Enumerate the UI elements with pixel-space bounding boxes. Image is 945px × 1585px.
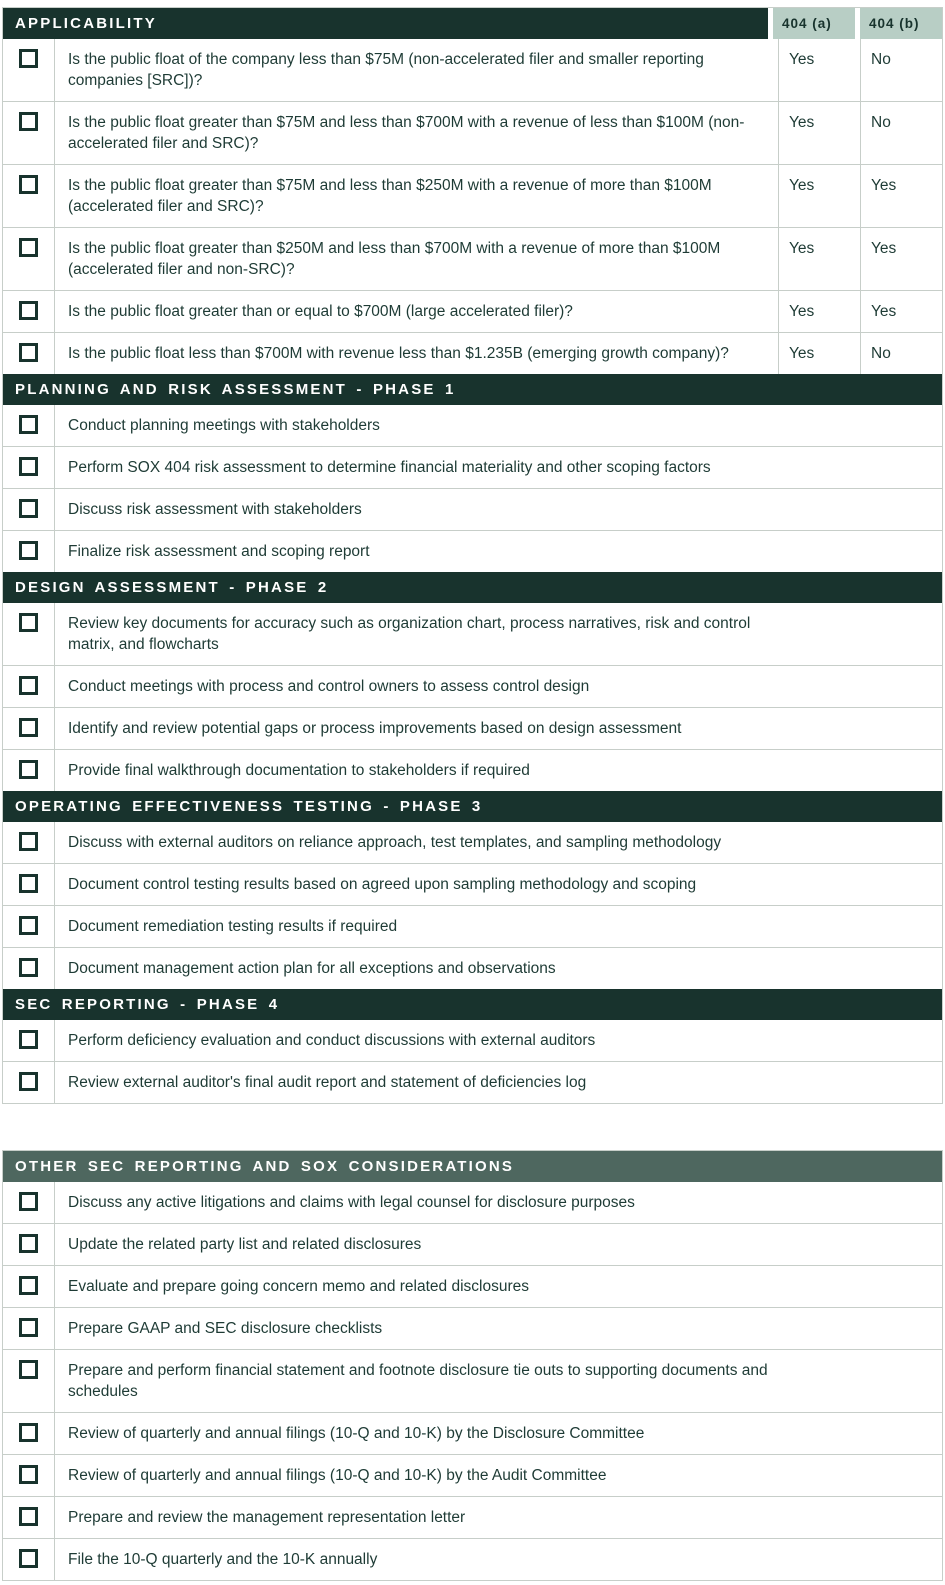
checkbox-cell: [3, 1020, 55, 1061]
checklist-row: [3, 1265, 942, 1307]
checklist-row: [3, 101, 942, 164]
checklist-row: [3, 227, 942, 290]
answer-404b: No: [860, 102, 942, 164]
section-header: [3, 8, 942, 39]
task-text: Perform SOX 404 risk assessment to determine financial materiality and other scoping factors: [68, 459, 711, 476]
task-text: Review key documents for accuracy such as organization chart, process narratives, risk and control matrix, and flowcharts: [68, 615, 751, 653]
checkbox[interactable]: [19, 613, 38, 632]
task-text: Is the public float of the company less than $75M (non-accelerated filer and smaller reporting companies [SRC])?: [68, 51, 704, 89]
section-title: APPLICABILITY: [3, 8, 768, 39]
checklist-row: [3, 1020, 942, 1061]
section-title: DESIGN ASSESSMENT - PHASE 2: [3, 572, 942, 603]
answer-404a: Yes: [778, 39, 860, 101]
task-text: Is the public float greater than $250M and less than $700M with a revenue of more than $100M (accelerated filer and non-SRC)?: [68, 240, 721, 278]
checkbox-cell: [3, 102, 55, 164]
checkbox-cell: [3, 1497, 55, 1538]
checklist-row: [3, 863, 942, 905]
task-text: File the 10-Q quarterly and the 10-K annually: [68, 1551, 378, 1568]
checkbox-cell: [3, 1182, 55, 1223]
task-text: Is the public float greater than $75M and less than $700M with a revenue of less than $100M (non-accelerated filer and SRC)?: [68, 114, 745, 152]
checklist-row: [3, 1223, 942, 1265]
checkbox[interactable]: [19, 301, 38, 320]
task-text: Is the public float greater than $75M and less than $250M with a revenue of more than $100M (accelerated filer and SRC)?: [68, 177, 712, 215]
section-header: [3, 791, 942, 822]
section-header: [3, 989, 942, 1020]
task-text: Update the related party list and related disclosures: [68, 1236, 422, 1253]
section-header: [3, 572, 942, 603]
checkbox[interactable]: [19, 1318, 38, 1337]
checkbox[interactable]: [19, 1192, 38, 1211]
task-text: Document control testing results based on agreed upon sampling methodology and scoping: [68, 876, 697, 893]
answer-404b: Yes: [860, 228, 942, 290]
checkbox[interactable]: [19, 175, 38, 194]
answer-404a: Yes: [778, 333, 860, 374]
task-text: Document management action plan for all exceptions and observations: [68, 960, 556, 977]
checklist-row: [3, 290, 942, 332]
task-text: Perform deficiency evaluation and conduct discussions with external auditors: [68, 1032, 596, 1049]
checkbox[interactable]: [19, 760, 38, 779]
checklist-row: [3, 1061, 942, 1103]
checkbox-cell: [3, 864, 55, 905]
task-text: Discuss any active litigations and claims with legal counsel for disclosure purposes: [68, 1194, 635, 1211]
answer-404a: Yes: [778, 102, 860, 164]
checkbox-cell: [3, 750, 55, 791]
checkbox-cell: [3, 1224, 55, 1265]
answer-404a: Yes: [778, 165, 860, 227]
task-text: Review of quarterly and annual filings (10-Q and 10-K) by the Disclosure Committee: [68, 1425, 645, 1442]
checkbox[interactable]: [19, 1276, 38, 1295]
checkbox-cell: [3, 291, 55, 332]
checkbox-cell: [3, 531, 55, 572]
task-text: Discuss with external auditors on reliance approach, test templates, and sampling methodology: [68, 834, 722, 851]
checkbox-cell: [3, 405, 55, 446]
checkbox[interactable]: [19, 541, 38, 560]
column-header-404b: 404 (b): [860, 8, 942, 39]
checkbox-cell: [3, 1062, 55, 1103]
checklist-row: [3, 405, 942, 446]
checkbox[interactable]: [19, 1030, 38, 1049]
checkbox-cell: [3, 228, 55, 290]
checklist-table: [2, 7, 943, 1104]
checkbox[interactable]: [19, 343, 38, 362]
task-text: Provide final walkthrough documentation to stakeholders if required: [68, 762, 530, 779]
task-text: Conduct planning meetings with stakeholders: [68, 417, 380, 434]
checkbox-cell: [3, 948, 55, 989]
task-text: Prepare and perform financial statement and footnote disclosure tie outs to supporting documents and schedules: [68, 1362, 768, 1400]
checkbox[interactable]: [19, 958, 38, 977]
checklist-row: [3, 665, 942, 707]
checkbox-cell: [3, 39, 55, 101]
section-title: OPERATING EFFECTIVENESS TESTING - PHASE 3: [3, 791, 942, 822]
task-text: Is the public float less than $700M with revenue less than $1.235B (emerging growth company)?: [68, 345, 729, 362]
checkbox[interactable]: [19, 415, 38, 434]
task-text: Prepare and review the management representation letter: [68, 1509, 466, 1526]
checkbox-cell: [3, 447, 55, 488]
checkbox[interactable]: [19, 1507, 38, 1526]
task-text: Review of quarterly and annual filings (10-Q and 10-K) by the Audit Committee: [68, 1467, 607, 1484]
section-title: PLANNING AND RISK ASSESSMENT - PHASE 1: [3, 374, 942, 405]
answer-404b: No: [860, 333, 942, 374]
checkbox[interactable]: [19, 1423, 38, 1442]
checklist-row: [3, 707, 942, 749]
checkbox[interactable]: [19, 1549, 38, 1568]
checklist-row: [3, 1182, 942, 1223]
checklist-table: [2, 1150, 943, 1581]
checklist-row: [3, 905, 942, 947]
task-text: Finalize risk assessment and scoping report: [68, 543, 370, 560]
task-text: Identify and review potential gaps or process improvements based on design assessment: [68, 720, 682, 737]
checkbox-cell: [3, 603, 55, 665]
checklist-row: [3, 947, 942, 989]
task-text: Review external auditor's final audit report and statement of deficiencies log: [68, 1074, 587, 1091]
checkbox[interactable]: [19, 238, 38, 257]
checklist-row: [3, 1538, 942, 1580]
checkbox-cell: [3, 822, 55, 863]
answer-404a: Yes: [778, 291, 860, 332]
task-text: Prepare GAAP and SEC disclosure checklists: [68, 1320, 383, 1337]
task-text: Evaluate and prepare going concern memo and related disclosures: [68, 1278, 529, 1295]
checklist-row: [3, 1412, 942, 1454]
checkbox[interactable]: [19, 1234, 38, 1253]
answer-404b: No: [860, 39, 942, 101]
checkbox-cell: [3, 666, 55, 707]
checkbox-cell: [3, 1539, 55, 1580]
checklist-row: [3, 822, 942, 863]
checklist-row: [3, 1496, 942, 1538]
checkbox-cell: [3, 333, 55, 374]
column-header-404a: 404 (a): [773, 8, 855, 39]
task-text: Discuss risk assessment with stakeholders: [68, 501, 362, 518]
checkbox-cell: [3, 1350, 55, 1412]
checkbox-cell: [3, 708, 55, 749]
checkbox[interactable]: [19, 676, 38, 695]
checklist-row: [3, 39, 942, 101]
section-gap: [2, 1104, 943, 1150]
task-text: Is the public float greater than or equal to $700M (large accelerated filer)?: [68, 303, 573, 320]
answer-404a: Yes: [778, 228, 860, 290]
checkbox[interactable]: [19, 1072, 38, 1091]
checkbox-cell: [3, 906, 55, 947]
section-header: [3, 1151, 942, 1182]
checkbox[interactable]: [19, 916, 38, 935]
checkbox-cell: [3, 1266, 55, 1307]
checkbox-cell: [3, 165, 55, 227]
checklist-row: [3, 603, 942, 665]
answer-404b: Yes: [860, 165, 942, 227]
checkbox[interactable]: [19, 49, 38, 68]
sox-checklist-page: [2, 0, 943, 1585]
checklist-row: [3, 1307, 942, 1349]
checkbox[interactable]: [19, 1360, 38, 1379]
checklist-row: [3, 332, 942, 374]
section-header: [3, 374, 942, 405]
checklist-row: [3, 446, 942, 488]
checklist-row: [3, 530, 942, 572]
checklist-row: [3, 164, 942, 227]
answer-404b: Yes: [860, 291, 942, 332]
checkbox[interactable]: [19, 1465, 38, 1484]
checklist-row: [3, 749, 942, 791]
checkbox[interactable]: [19, 499, 38, 518]
checkbox[interactable]: [19, 874, 38, 893]
section-title: OTHER SEC REPORTING AND SOX CONSIDERATIONS: [3, 1151, 942, 1182]
task-text: Document remediation testing results if required: [68, 918, 398, 935]
task-text: Conduct meetings with process and control owners to assess control design: [68, 678, 590, 695]
checkbox[interactable]: [19, 718, 38, 737]
checkbox-cell: [3, 489, 55, 530]
checkbox-cell: [3, 1308, 55, 1349]
checkbox[interactable]: [19, 457, 38, 476]
checklist-row: [3, 1349, 942, 1412]
section-title: SEC REPORTING - PHASE 4: [3, 989, 942, 1020]
checkbox-cell: [3, 1413, 55, 1454]
checkbox[interactable]: [19, 112, 38, 131]
checklist-row: [3, 488, 942, 530]
checkbox-cell: [3, 1455, 55, 1496]
checklist-row: [3, 1454, 942, 1496]
checkbox[interactable]: [19, 832, 38, 851]
